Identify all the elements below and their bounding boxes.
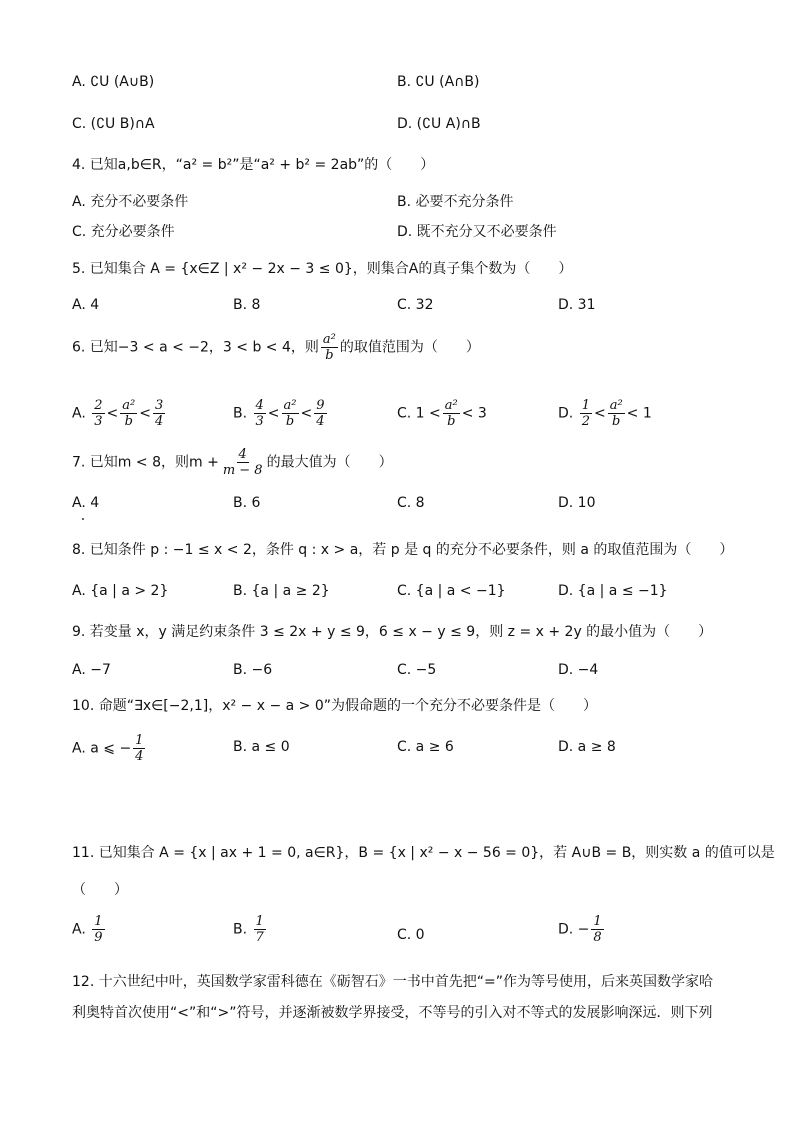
q6-a-label: A. xyxy=(72,405,86,422)
q6-stem-fraction xyxy=(321,332,338,363)
q11-a-label: A. xyxy=(72,921,86,938)
q6-c-m-num: a² xyxy=(444,398,458,413)
q11-b-frac xyxy=(254,914,266,945)
q9-option-b: B. −6 xyxy=(233,662,273,678)
q6-b-m-num: a² xyxy=(283,398,297,413)
q6-option-c xyxy=(397,398,487,429)
q6-b-label: B. xyxy=(233,405,248,422)
q6-d-m-num: a² xyxy=(609,398,623,413)
q11-paren: （ ） xyxy=(72,882,128,898)
q6-b-mid-frac xyxy=(282,398,299,429)
q11-b-label: B. xyxy=(233,921,248,938)
q11-a-den: 9 xyxy=(94,930,103,945)
q11-option-a xyxy=(72,914,107,945)
q6-a-left-frac xyxy=(92,398,104,429)
q9-option-c: C. −5 xyxy=(397,662,437,678)
q8-option-c: C. {a | a < −1} xyxy=(397,583,506,599)
q6-option-a xyxy=(72,398,167,429)
q5-option-a: A. 4 xyxy=(72,297,100,313)
q6-option-b xyxy=(233,398,329,429)
q6-b-l-num: 4 xyxy=(255,398,264,413)
q11-a-num: 1 xyxy=(94,914,103,929)
q7-stem xyxy=(72,447,393,478)
q6-a-r-num: 3 xyxy=(154,398,164,413)
q11-d-label: D. − xyxy=(558,921,590,938)
q8-option-a: A. {a | a > 2} xyxy=(72,583,169,599)
q12-line1: 12. 十六世纪中叶，英国数学家雷科德在《砺智石》一书中首先把“=”作为等号使用，后来英国数学家哈 xyxy=(72,974,713,990)
q11-d-den: 8 xyxy=(593,930,602,945)
q11-b-num: 1 xyxy=(255,914,264,929)
q10-option-a xyxy=(72,733,147,764)
q4-option-a: A. 充分不必要条件 xyxy=(72,194,189,210)
q6-d-l-num: 1 xyxy=(581,398,590,413)
q6-frac-num: a² xyxy=(322,332,336,347)
q6-b-l-den: 3 xyxy=(255,414,264,429)
q10-option-b: B. a ≤ 0 xyxy=(233,739,290,755)
stray-dot xyxy=(82,518,84,520)
q6-a-m-num: a² xyxy=(122,398,136,413)
q4-option-b: B. 必要不充分条件 xyxy=(397,194,514,210)
q6-a-l-den: 3 xyxy=(94,414,103,429)
q7-stem-fraction xyxy=(221,447,265,478)
q3-option-c: C. (∁U B)∩A xyxy=(72,116,155,132)
q6-d-label: D. xyxy=(558,405,574,422)
q5-option-b: B. 8 xyxy=(233,297,261,313)
q10-option-c: C. a ≥ 6 xyxy=(397,739,454,755)
q6-a-l-num: 2 xyxy=(94,398,103,413)
q6-d-l-den: 2 xyxy=(581,414,590,429)
q10-a-den: 4 xyxy=(135,749,144,764)
q6-frac-den: b xyxy=(325,348,334,363)
q12-line2: 利奥特首次使用“<”和“>”符号，并逐渐被数学界接受，不等号的引入对不等式的发展影响深远．则下列 xyxy=(72,1005,713,1021)
q11-d-num: 1 xyxy=(593,914,602,929)
q7-stem-post: 的最大值为（ ） xyxy=(266,454,393,471)
q6-d-post: < 1 xyxy=(626,405,652,422)
q11-d-frac xyxy=(591,914,603,945)
q9-option-a: A. −7 xyxy=(72,662,111,678)
q6-option-d xyxy=(558,398,652,429)
q11-option-b xyxy=(233,914,268,945)
q6-b-left-frac xyxy=(254,398,266,429)
q7-option-c: C. 8 xyxy=(397,495,425,511)
q6-b-r-den: 4 xyxy=(316,414,325,429)
q6-c-post: < 3 xyxy=(461,405,487,422)
q10-option-d: D. a ≥ 8 xyxy=(558,739,616,755)
q6-c-label: C. 1 < xyxy=(397,405,441,422)
q6-b-right-frac xyxy=(314,398,326,429)
q7-option-d: D. 10 xyxy=(558,495,596,511)
q10-a-label: A. a ⩽ − xyxy=(72,740,132,757)
q11-b-den: 7 xyxy=(255,930,264,945)
q11-a-frac xyxy=(92,914,104,945)
q8-option-d: D. {a | a ≤ −1} xyxy=(558,583,668,599)
q6-a-right-frac xyxy=(153,398,165,429)
q6-d-left-frac xyxy=(580,398,592,429)
q7-stem-pre: 7. 已知m < 8，则m + xyxy=(72,454,219,471)
q6-stem-pre: 6. 已知−3 < a < −2，3 < b < 4，则 xyxy=(72,339,319,356)
q7-option-a: A. 4 xyxy=(72,495,100,511)
q6-b-lt2: < xyxy=(300,405,313,422)
q6-d-m-den: b xyxy=(612,414,621,429)
q7-frac-den: m − 8 xyxy=(222,463,263,478)
q7-frac-num: 4 xyxy=(238,447,247,462)
q6-d-lt1: < xyxy=(593,405,606,422)
q3-option-d: D. (∁U A)∩B xyxy=(397,116,481,132)
q10-a-num: 1 xyxy=(135,733,144,748)
q6-b-lt1: < xyxy=(267,405,280,422)
q6-c-m-den: b xyxy=(447,414,456,429)
q5-stem: 5. 已知集合 A = {x∈Z | x² − 2x − 3 ≤ 0}，则集合A的真子集个数为（ ） xyxy=(72,261,573,277)
q10-a-frac xyxy=(133,733,145,764)
q6-stem-post: 的取值范围为（ ） xyxy=(339,339,480,356)
q6-a-mid-frac xyxy=(120,398,137,429)
q11-stem: 11. 已知集合 A = {x | ax + 1 = 0, a∈R}，B = {x | x² − x − 56 = 0}，若 A∪B = B，则实数 a 的值可以是 xyxy=(72,845,775,861)
q7-option-b: B. 6 xyxy=(233,495,261,511)
q6-d-mid-frac xyxy=(608,398,625,429)
q4-option-c: C. 充分必要条件 xyxy=(72,224,175,240)
q6-stem xyxy=(72,332,480,363)
q11-option-c: C. 0 xyxy=(397,927,425,943)
q6-a-m-den: b xyxy=(124,414,133,429)
q9-stem: 9. 若变量 x，y 满足约束条件 3 ≤ 2x + y ≤ 9，6 ≤ x − y ≤ 9，则 z = x + 2y 的最小值为（ ） xyxy=(72,624,713,640)
q5-option-d: D. 31 xyxy=(558,297,596,313)
q6-b-m-den: b xyxy=(285,414,295,429)
q3-option-a: A. ∁U (A∪B) xyxy=(72,74,155,90)
q8-stem: 8. 已知条件 p : −1 ≤ x < 2，条件 q : x > a，若 p 是 q 的充分不必要条件，则 a 的取值范围为（ ） xyxy=(72,542,734,558)
q6-b-r-num: 9 xyxy=(316,398,325,413)
q5-option-c: C. 32 xyxy=(397,297,434,313)
q11-option-d xyxy=(558,914,606,945)
q3-option-b: B. ∁U (A∩B) xyxy=(397,74,480,90)
q10-stem: 10. 命题“∃x∈[−2,1]，x² − x − a > 0”为假命题的一个充分不必要条件是（ ） xyxy=(72,698,598,714)
q4-stem: 4. 已知a,b∈R，“a² = b²”是“a² + b² = 2ab”的（ ） xyxy=(72,157,435,173)
q6-a-r-den: 4 xyxy=(154,414,164,429)
q6-a-lt2: < xyxy=(139,405,151,422)
q8-option-b: B. {a | a ≥ 2} xyxy=(233,583,330,599)
q6-c-mid-frac xyxy=(443,398,460,429)
q9-option-d: D. −4 xyxy=(558,662,599,678)
q6-a-lt1: < xyxy=(106,405,119,422)
q4-option-d: D. 既不充分又不必要条件 xyxy=(397,224,557,240)
